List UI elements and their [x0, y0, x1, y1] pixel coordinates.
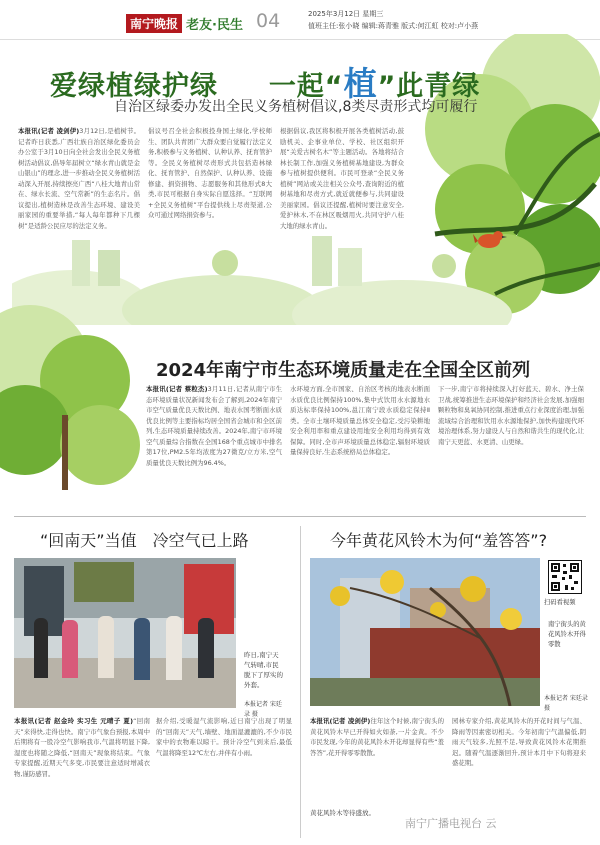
article-4-byline: 本报讯(记者 凌剑伊): [310, 717, 371, 725]
qr-code-icon: [549, 561, 581, 593]
lead-byline: 本报讯(记者 凌剑伊): [18, 127, 80, 135]
article-2-headline: 2024年南宁市生态环境质量走在全国全区前列: [156, 360, 531, 381]
lead-headline: 爱绿植绿护绿 一起“植”此青绿: [50, 64, 481, 103]
column-divider: [300, 526, 301, 838]
article-2-column-1: 本报讯(记者 蔡粒杰)3月11日,记者从南宁市生态环境质量状况新闻发布会了解到,2024年南宁市空气质量优良天数比例、地表水国考断面水质优良比例等主要指标均居全国省会城市和全区前列,生态环境质量持续改善。2024年,南宁市环境空气质量综合指数在全国168个重点城市中排名第17位,PM2.5年均浓度为27微克/立方米,空气质量优良天数比例为96.4%。: [146, 385, 282, 467]
article-3-byline: 本报讯(记者 赵金玲 实习生 元晴子 夏): [14, 717, 134, 725]
article-3-photo-caption: 昨日,南宁天气转晴,市民脱下了厚实的外套。: [244, 651, 283, 689]
section-title: 老友·民生: [186, 18, 243, 33]
qr-label: 扫码看视频: [544, 599, 576, 606]
article-4-photo-credit: 本报记者 宋廷录 摄: [544, 695, 588, 712]
editor-credits: 值班主任:张小晓 编辑:蒋青雅 版式:何江虹 校对:卢小燕: [308, 22, 479, 30]
publication-info: [308, 8, 478, 32]
tree-illustration-left: [0, 305, 150, 490]
page-number: 04: [256, 10, 281, 32]
lead-column-3: 根据倡议,我区将积极开展各类植树活动,鼓励机关、企事业单位、学校、社区组织开展“关爱古树名木”等主题活动。各地将结合林长制工作,加强义务植树基地建设,为群众参与植树提供便利。市民可登录“全民义务植树”网站或关注相关公众号,查询附近的植树基地和尽责方式,就近就便参与,共同建设美丽家园。倡议还提醒,植树时要注意安全,爱护林木,不在林区吸烟用火,共同守护八桂大地的绿水青山。: [280, 127, 404, 230]
article-3-column-1: 本报讯(记者 赵金玲 实习生 元晴子 夏)“回南天”来得快,走得也快。南宁市气象台预报,本周中后期将有一股冷空气影响我市,气温将明显下降,湿度也将随之降低,“回南天”现象将结束。气象专家提醒,近期天气多变,市民要注意适时增减衣物,谨防感冒。: [14, 717, 150, 778]
qr-code[interactable]: [548, 560, 582, 594]
article-4-column-1: 本报讯(记者 凌剑伊)往年这个时候,南宁街头的黄花风铃木早已开得如火如荼,一片金黄。不少市民发现,今年的黄花风铃木开花却显得有些“羞答答”,花开得零零散散。: [310, 717, 444, 757]
publication-date: 2025年3月12日 星期三: [308, 10, 384, 18]
lead-column-2: 倡议号召全社会积极投身国土绿化,学校师生、团队共青团广大群众要自觉履行法定义务,积极参与义务植树、认种认养、抚育管护等。全民义务植树尽责形式共包括造林绿化、抚育管护、自然保护、认种认养、设施修建、捐资捐物、志愿服务和其他形式8大类,市民可根据自身实际自愿选择。“互联网+全民义务植树”平台提供线上尽责渠道,公众可通过网络捐资参与。: [148, 127, 272, 219]
article-4-column-2: 园林专家介绍,黄花风铃木的开花时间与气温、降雨等因素密切相关。今年初南宁气温偏低,阴雨天气较多,光照不足,导致黄花风铃木花期推迟。随着气温逐渐回升,预计本月中下旬将迎来盛花期。: [452, 717, 586, 767]
lead-subheadline: 自治区绿委办发出全民义务植树倡议,8类尽责形式均可履行: [114, 99, 478, 115]
watermark: 南宁广播电视台 云: [405, 817, 497, 830]
headline-highlight: 植: [343, 64, 378, 103]
newspaper-masthead: 南宁晚报: [126, 14, 182, 33]
flower-tree-photo: [310, 558, 540, 706]
article-4-headline: 今年黄花风铃木为何“羞答答”?: [330, 531, 548, 550]
article-4-photo-caption: 黄花风铃木等待盛放。: [310, 809, 375, 817]
article-3-photo-credit: 本报记者 宋廷录 摄: [244, 701, 282, 718]
article-4-side-caption: 南宁街头的黄花风铃木开得零散: [548, 621, 586, 648]
article-3-headline: “回南天”当值 冷空气已上路: [40, 531, 249, 550]
lead-column-1: 本报讯(记者 凌剑伊)3月12日,是植树节。记者昨日获悉,广西壮族自治区绿化委员会办公室于3月10日向全社会发出全民义务植树活动倡议,倡导年届树立“绿水青山就是金山银山”的理念,进一步推动全民义务植树活动深入开展,持续擦亮广西“八桂大地青山常在、绿水长流、空气常新”的生态名片。倡议提出,植树造林是改善生态环境、建设美丽家园的重要举措,“每人每年都种下几棵树”是适龄公民应尽的法定义务。: [18, 127, 140, 230]
article-2-byline: 本报讯(记者 蔡粒杰): [146, 385, 208, 393]
divider: [14, 516, 586, 517]
article-2-column-3: 下一步,南宁市将持续深入打好蓝天、碧水、净土保卫战,统筹推进生态环境保护和经济社会发展,加强细颗粒物和臭氧协同控制,推进重点行业深度治理,加强流域综合治理和饮用水水源地保护,加快构建现代环境治理体系,努力建设人与自然和谐共生的现代化,让南宁天更蓝、水更清、山更绿。: [438, 385, 584, 446]
branch-icon: [310, 558, 540, 706]
article-2-column-2: 水环境方面,全市国家、自治区考核的地表水断面水质优良比例保持100%,集中式饮用水水源地水质达标率保持100%,邕江南宁段水质稳定保持Ⅱ类。全市土壤环境质量总体安全稳定,受污染耕地安全利用率和重点建设用地安全利用均得到有效保障。同时,全市声环境质量总体稳定,辐射环境质量保持良好,生态系统格局总体稳定。: [290, 385, 430, 456]
article-3-column-2: 据介绍,受暖湿气流影响,近日南宁出现了明显的“回南天”天气,墙壁、地面湿漉漉的,不少市民家中的衣物难以晾干。预计冷空气到来后,最低气温将降至12℃左右,并伴有小雨。: [156, 717, 292, 757]
street-photo: [14, 558, 236, 708]
